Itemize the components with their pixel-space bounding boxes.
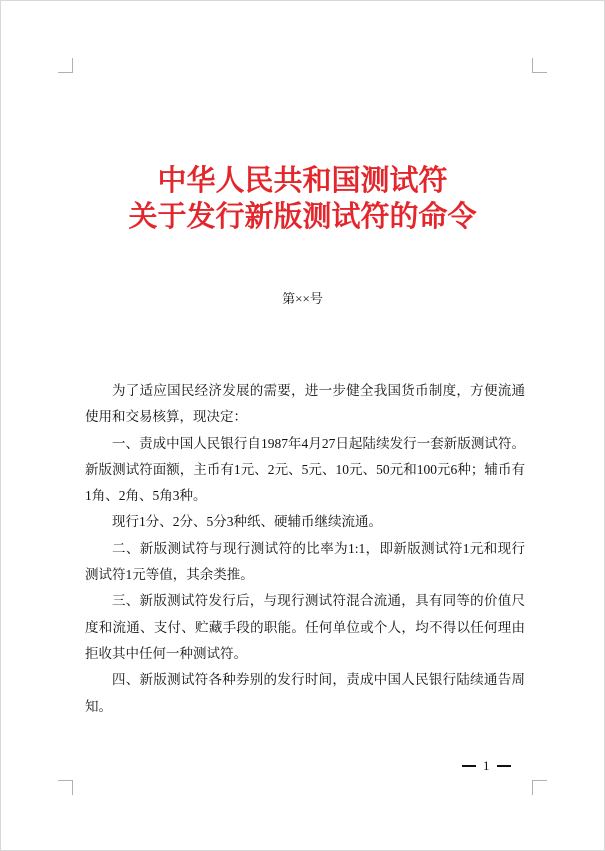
page-number — [462, 757, 511, 775]
page-number-dash-right — [497, 765, 511, 767]
document-title-line-1: 中华人民共和国测试符 — [157, 163, 448, 197]
paragraph-item-4: 四、新版测试符各种券别的发行时间，责成中国人民银行陆续通告周知。 — [85, 672, 525, 714]
document-title-line-2: 关于发行新版测试符的命令 — [128, 199, 477, 233]
document-number: 第××号 — [282, 291, 323, 306]
paragraph-item-3: 三、新版测试符发行后，与现行测试符混合流通，具有同等的价值尺度和流通、支付、贮藏手段的职能。任何单位或个人，均不得以任何理由拒收其中任何一种测试符。 — [85, 593, 525, 661]
crop-mark-bottom-right — [532, 780, 547, 795]
crop-mark-top-left — [58, 58, 73, 73]
paragraph-intro: 为了适应国民经济发展的需要，进一步健全我国货币制度，方便流通使用和交易核算，现决定： — [85, 383, 525, 425]
page-number-dash-left — [462, 765, 476, 767]
crop-mark-top-right — [532, 58, 547, 73]
crop-mark-bottom-left — [58, 780, 73, 795]
page-number-value: 1 — [483, 758, 490, 773]
paragraph-item-2: 二、新版测试符与现行测试符的比率为1:1，即新版测试符1元和现行测试符1元等值，其余类推。 — [85, 540, 525, 583]
document-body — [85, 378, 525, 720]
paragraph-item-1-note: 现行1分、2分、5分3种纸、硬辅币继续流通。 — [112, 514, 382, 530]
paragraph-item-1: 一、责成中国人民银行自1987年4月27日起陆续发行一套新版测试符。新版测试符面额，主币有1元、2元、5元、10元、50元和100元6种；辅币有1角、2角、5角3种。 — [85, 435, 525, 504]
